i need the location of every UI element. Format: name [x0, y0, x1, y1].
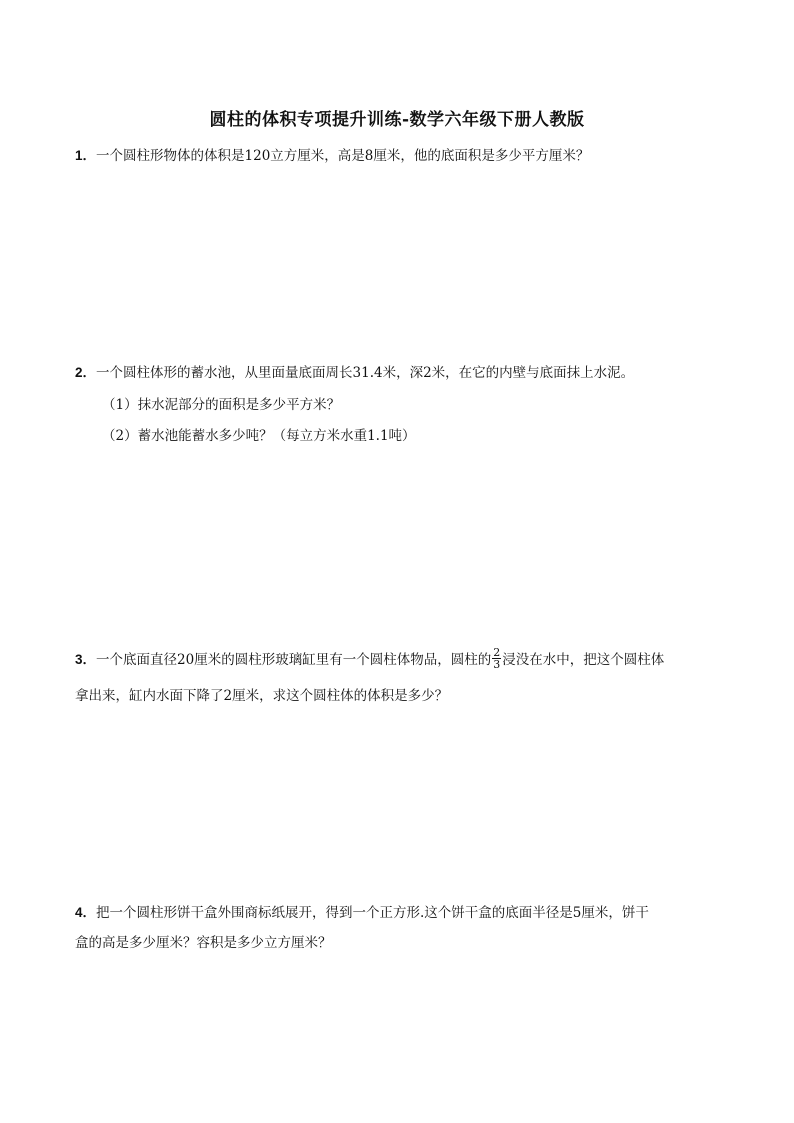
question-number: 3． — [75, 652, 97, 667]
question-4-continuation: 盒的高是多少厘米？容积是多少立方厘米？ — [75, 935, 332, 951]
question-number: 1． — [75, 148, 97, 163]
question-text-after: 浸没在水中，把这个圆柱体 — [502, 652, 665, 668]
question-1 — [75, 146, 725, 166]
question-number: 2． — [75, 365, 97, 380]
question-number: 4． — [75, 905, 97, 920]
question-text: 把一个圆柱形饼干盒外围商标纸展开，得到一个正方形.这个饼干盒的底面半径是5厘米，饼干 — [96, 905, 649, 921]
question-3 — [75, 646, 725, 672]
fraction-denominator: 3 — [493, 658, 501, 671]
fraction-numerator: 2 — [493, 646, 501, 659]
page-title: 圆柱的体积专项提升训练-数学六年级下册人教版 — [209, 110, 585, 130]
question-text-before: 一个底面直径20厘米的圆柱形玻璃缸里有一个圆柱体物品，圆柱的 — [96, 652, 492, 668]
question-2-part-1: （1）抹水泥部分的面积是多少平方米？ — [102, 397, 341, 413]
question-3-continuation: 拿出来，缸内水面下降了2厘米，求这个圆柱体的体积是多少？ — [75, 688, 449, 704]
question-4 — [75, 903, 725, 923]
question-2-part-2: （2）蓄水池能蓄水多少吨？（每立方米水重1.1吨） — [102, 428, 416, 444]
fraction — [492, 647, 501, 670]
question-text: 一个圆柱体形的蓄水池，从里面量底面周长31.4米，深2米，在它的内壁与底面抹上水泥。 — [96, 365, 635, 381]
question-text: 一个圆柱形物体的体积是120立方厘米，高是8厘米，他的底面积是多少平方厘米？ — [96, 148, 590, 164]
question-2 — [75, 363, 725, 383]
